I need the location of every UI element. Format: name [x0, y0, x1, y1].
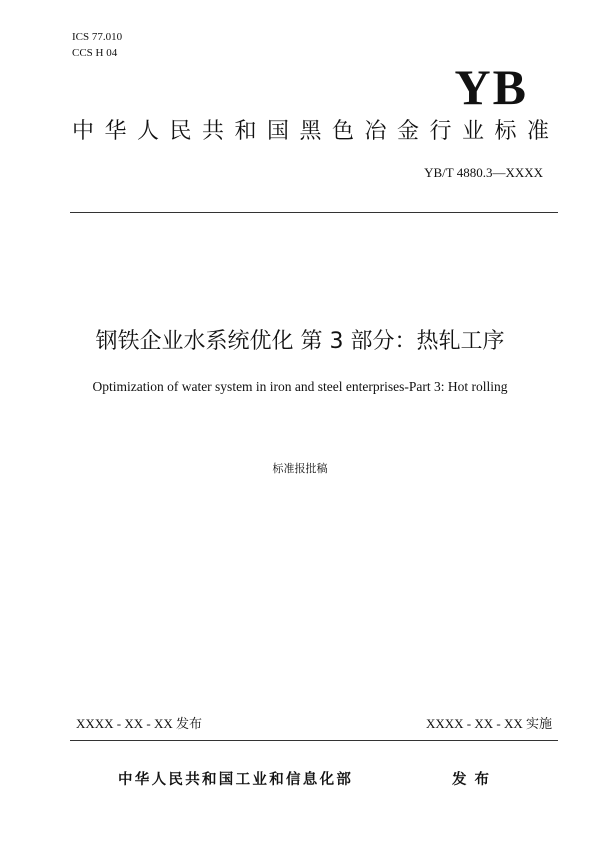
- top-divider: [70, 212, 558, 213]
- implementation-date: XXXX - XX - XX 实施: [425, 716, 552, 731]
- document-title-cn: 钢铁企业水系统优化 第 3 部分：热轧工序: [95, 329, 505, 354]
- ics-code: ICS 77.010: [72, 31, 123, 43]
- industry-standard-name: 中华人民共和国黑色冶金行业标准: [72, 119, 560, 144]
- standard-number: YB/T 4880.3—XXXX: [424, 165, 543, 180]
- document-title-en: Optimization of water system in iron and steel enterprises-Part 3: Hot rolling: [92, 379, 508, 394]
- issuing-authority: 中华人民共和国工业和信息化部: [118, 772, 354, 788]
- yb-logo: YB: [454, 59, 528, 115]
- draft-status: 标准报批稿: [272, 462, 328, 475]
- issue-date: XXXX - XX - XX 发布: [76, 716, 203, 731]
- bottom-divider: [70, 740, 558, 741]
- ccs-code: CCS H 04: [72, 47, 118, 59]
- issue-word: 发布: [452, 772, 497, 788]
